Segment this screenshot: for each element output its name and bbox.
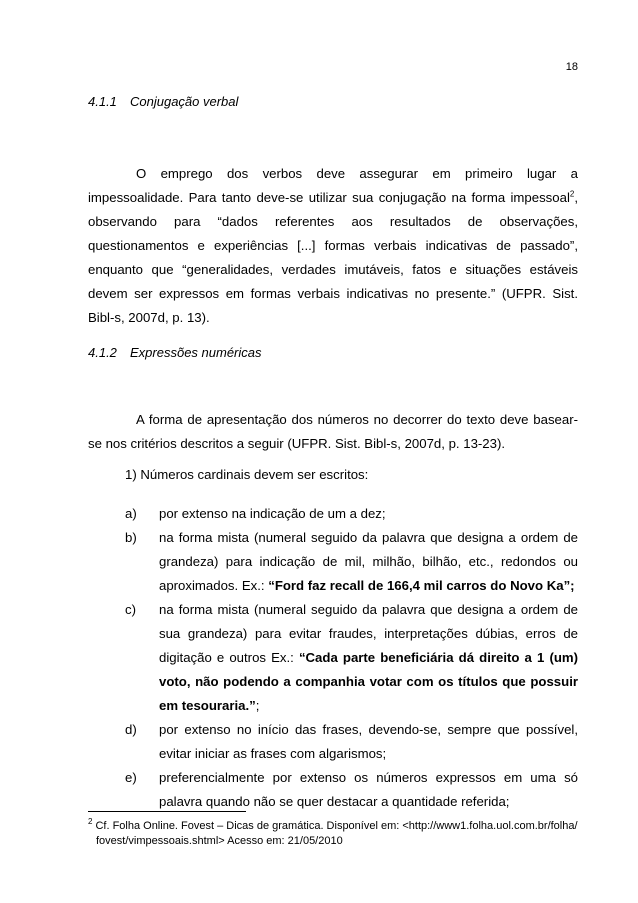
paragraph-numeric-expressions — [88, 408, 578, 456]
list-item-label: a) — [125, 506, 137, 521]
list-item-text: por extenso na indicação de um a dez; — [159, 506, 386, 521]
numbered-item-1: 1) Números cardinais devem ser escritos: — [125, 467, 369, 482]
paragraph-verb-conjugation — [88, 162, 578, 330]
footnote-reference: 2 — [569, 189, 575, 199]
paragraph-text: A forma de apresentação dos números no decorrer do texto deve basear-se nos critérios descritos a seguir (UFPR. Sist. Bibl-s, 2007d, p. 13-23). — [88, 412, 578, 451]
list-item-text: por extenso no início das frases, devendo-se, sempre que possível, evitar iniciar as frases com algarismos; — [159, 722, 578, 761]
list-item-example: “Cada parte beneficiária dá direito a 1 (um) voto, não podendo a companhia votar com os títulos que possuir em tesouraria.” — [159, 650, 579, 713]
section-number: 4.1.2 — [88, 345, 117, 360]
list-item-text: preferencialmente por extenso os números expressos em uma só palavra quando não se quer destacar a quantidade referida; — [159, 770, 578, 809]
list-item-label: e) — [125, 770, 137, 785]
list-item-text: na forma mista (numeral seguido da palavra que designa a ordem de grandeza) para indicação de mil, milhão, bilhão, etc., redondos ou aproximados. Ex.: — [159, 530, 578, 593]
list-item-a — [125, 502, 578, 526]
paragraph-text-continued: , observando para “dados referentes aos resultados de observações, questionamentos e experiências [...] formas verbais indicativas de passado”, enquanto que “generalidades, verdades imutáveis, fatos e situações estáveis devem ser expressos em formas verbais indicativas no presente.” (UFPR. Sist. Bibl-s, 2007d, p. 13). — [88, 190, 578, 325]
paragraph-text: O emprego dos verbos deve assegurar em primeiro lugar a impessoalidade. Para tanto deve-se utilizar sua conjugação na forma impessoal — [88, 166, 578, 205]
footnote-line-2: fovest/vimpessoais.shtml> Acesso em: 21/05/2010 — [96, 835, 343, 847]
section-heading-4-1-2 — [88, 345, 262, 360]
footnote-separator — [88, 811, 246, 812]
footnote — [88, 819, 582, 849]
list-item-d — [125, 718, 578, 766]
lettered-list — [125, 502, 578, 814]
page-number: 18 — [565, 61, 578, 73]
section-title: Conjugação verbal — [130, 94, 239, 109]
list-item-text: na forma mista (numeral seguido da palavra que designa a ordem de sua grandeza) para evitar fraudes, interpretações dúbias, erros de digitação e outros Ex.: — [159, 602, 578, 665]
list-item-b — [125, 526, 578, 598]
list-item-label: c) — [125, 602, 136, 617]
list-item-e — [125, 766, 578, 814]
footnote-line-1 — [88, 819, 582, 834]
section-title: Expressões numéricas — [130, 345, 262, 360]
list-item-c — [125, 598, 578, 718]
list-item-example: “Ford faz recall de 166,4 mil carros do Novo Ka”; — [268, 578, 575, 593]
list-item-label: d) — [125, 722, 137, 737]
footnote-text: Cf. Folha Online. Fovest – Dicas de gramática. Disponível em: <http://www1.folha.uol.com.br/folha/ — [95, 820, 578, 832]
section-heading-4-1-1 — [88, 94, 238, 109]
list-item-tail: ; — [255, 698, 260, 713]
section-number: 4.1.1 — [88, 94, 117, 109]
footnote-mark: 2 — [88, 817, 93, 827]
list-item-label: b) — [125, 530, 137, 545]
